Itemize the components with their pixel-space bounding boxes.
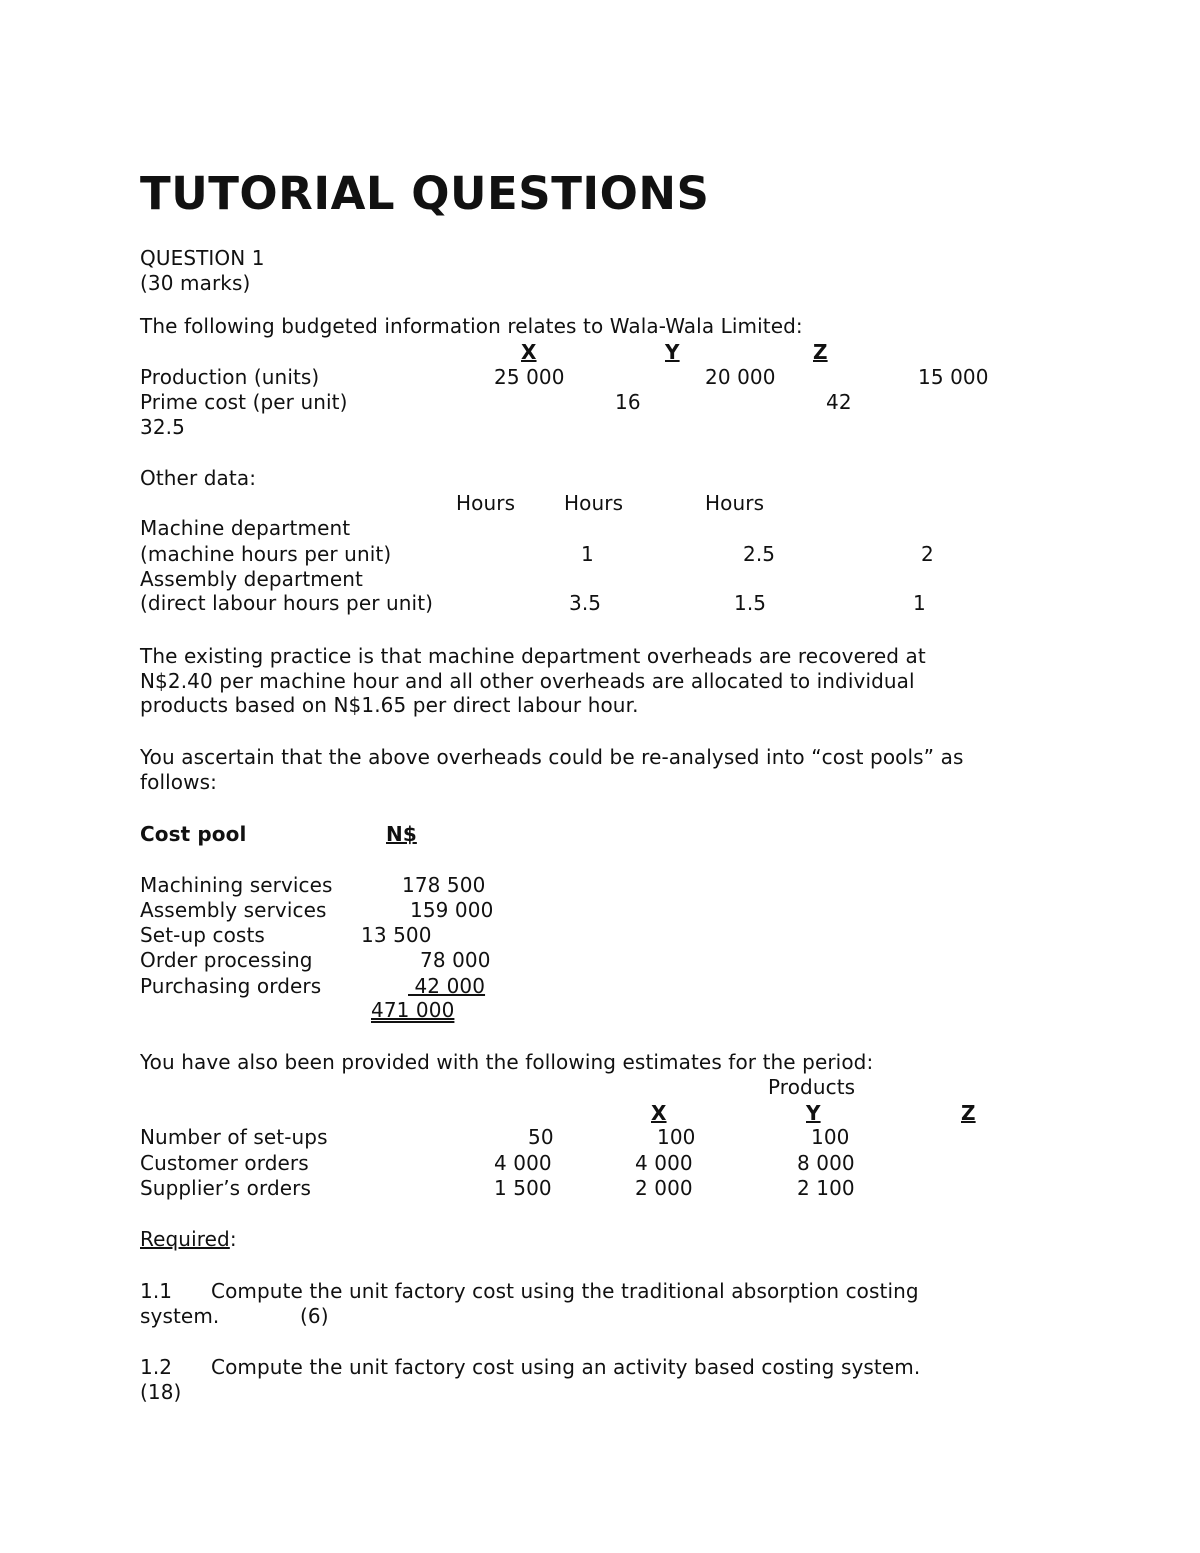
- pool-amount: 42 000: [408, 974, 486, 998]
- estimate-y: 2 000: [635, 1176, 693, 1200]
- requirement-2-text: Compute the unit factory cost using an activity based costing system.: [211, 1355, 921, 1379]
- prime-cost-y: 42: [826, 390, 852, 414]
- pool-label: Set-up costs: [140, 923, 265, 947]
- intro-text: The following budgeted information relates to Wala-Wala Limited:: [140, 314, 803, 338]
- pool-label: Assembly services: [140, 898, 327, 922]
- pool-label: Purchasing orders: [140, 974, 322, 998]
- labour-hours-y: 1.5: [734, 591, 767, 615]
- column-header-z: Z: [813, 340, 828, 364]
- required-label: Required: [140, 1227, 230, 1251]
- production-x: 25 000: [494, 365, 565, 389]
- labour-hours-label: (direct labour hours per unit): [140, 591, 434, 615]
- production-y: 20 000: [705, 365, 776, 389]
- pool-amount: 159 000: [410, 898, 494, 922]
- machine-department-label: Machine department: [140, 516, 351, 540]
- prime-cost-x: 16: [615, 390, 641, 414]
- pool-amount: 78 000: [420, 948, 491, 972]
- column-header-x: X: [521, 340, 537, 364]
- estimate-y: 100: [657, 1125, 696, 1149]
- machine-hours-y: 2.5: [743, 542, 776, 566]
- requirement-1-marks: (6): [300, 1304, 329, 1328]
- estimate-z: 2 100: [797, 1176, 855, 1200]
- cost-pools-line-1: You ascertain that the above overheads could be re-analysed into “cost pools” as: [140, 745, 964, 769]
- estimates-intro: You have also been provided with the following estimates for the period:: [140, 1050, 874, 1074]
- estimate-label: Customer orders: [140, 1151, 309, 1175]
- currency-heading: N$: [386, 822, 417, 846]
- estimate-y: 4 000: [635, 1151, 693, 1175]
- hours-header-2: Hours: [564, 491, 624, 515]
- estimate-x: 50: [528, 1125, 554, 1149]
- requirement-1-text-continued: system.: [140, 1304, 220, 1328]
- production-label: Production (units): [140, 365, 320, 389]
- estimate-label: Supplier’s orders: [140, 1176, 311, 1200]
- prime-cost-label: Prime cost (per unit): [140, 390, 348, 414]
- question-marks: (30 marks): [140, 271, 251, 295]
- pool-total: 471 000: [371, 998, 455, 1022]
- hours-header-3: Hours: [705, 491, 765, 515]
- hours-header-1: Hours: [456, 491, 516, 515]
- production-z: 15 000: [918, 365, 989, 389]
- assembly-department-label: Assembly department: [140, 567, 363, 591]
- page-title: TUTORIAL QUESTIONS: [140, 167, 710, 220]
- pool-amount: 13 500: [361, 923, 432, 947]
- estimate-z: 8 000: [797, 1151, 855, 1175]
- cost-pools-line-2: follows:: [140, 770, 217, 794]
- required-heading: [140, 1227, 237, 1252]
- estimate-z: 100: [811, 1125, 850, 1149]
- pool-amount: 178 500: [402, 873, 486, 897]
- labour-hours-x: 3.5: [569, 591, 602, 615]
- practice-line-2: N$2.40 per machine hour and all other overheads are allocated to individual: [140, 669, 915, 693]
- column-header-y: Y: [665, 340, 680, 364]
- requirement-1-number: 1.1: [140, 1279, 173, 1303]
- pool-label: Order processing: [140, 948, 313, 972]
- pool-label: Machining services: [140, 873, 333, 897]
- estimate-header-x: X: [651, 1101, 667, 1125]
- question-heading: QUESTION 1: [140, 246, 265, 270]
- prime-cost-z: 32.5: [140, 415, 185, 439]
- cost-pool-heading: Cost pool: [140, 822, 247, 846]
- labour-hours-z: 1: [913, 591, 926, 615]
- estimate-header-z: Z: [961, 1101, 976, 1125]
- requirement-2-number: 1.2: [140, 1355, 173, 1379]
- machine-hours-label: (machine hours per unit): [140, 542, 392, 566]
- required-colon: :: [229, 1227, 237, 1251]
- other-data-label: Other data:: [140, 466, 257, 490]
- machine-hours-x: 1: [581, 542, 594, 566]
- estimate-x: 4 000: [494, 1151, 552, 1175]
- requirement-2-marks: (18): [140, 1380, 182, 1404]
- estimate-header-y: Y: [806, 1101, 821, 1125]
- practice-line-3: products based on N$1.65 per direct labour hour.: [140, 693, 639, 717]
- requirement-1-text: Compute the unit factory cost using the traditional absorption costing: [211, 1279, 919, 1303]
- products-label: Products: [768, 1075, 856, 1099]
- practice-line-1: The existing practice is that machine department overheads are recovered at: [140, 644, 926, 668]
- machine-hours-z: 2: [921, 542, 934, 566]
- estimate-x: 1 500: [494, 1176, 552, 1200]
- estimate-label: Number of set-ups: [140, 1125, 328, 1149]
